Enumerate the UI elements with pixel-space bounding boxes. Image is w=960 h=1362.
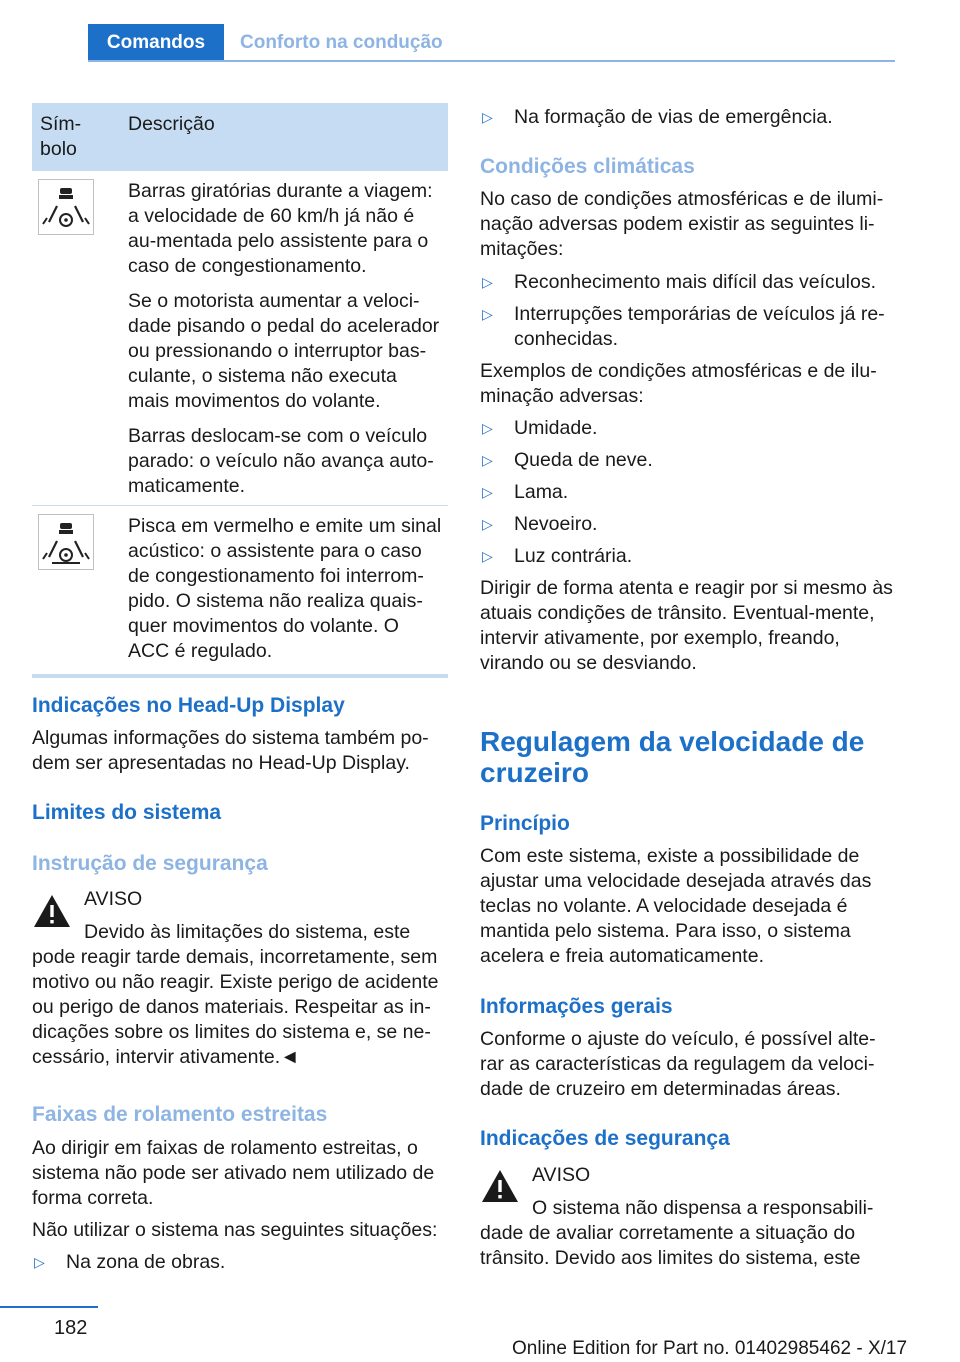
row2-text: Pisca em vermelho e emite um sinal acústico: o assistente para o caso de congestionamento foi interrom-pido. O sistema não realiza quais-quer movimentos do volante. O ACC é regulado. [120,506,448,677]
table-header-symbol: Sím- bolo [32,103,120,171]
bullet-triangle-icon: ▷ [482,452,493,468]
drive-paragraph: Dirigir de forma atenta e reagir por si mesmo às atuais condições de trânsito. Eventual-mente, intervir ativamente, por exemplo, freando, virando ou se desviando. [480,577,893,674]
narrow-lanes-paragraph-2: Não utilizar o sistema nas seguintes situações: [32,1219,438,1241]
table-header-row [32,103,448,171]
warning-label: AVISO [84,888,143,910]
row1-text-3: Barras deslocam-se com o veículo parado: o veículo não avança auto-maticamente. [128,425,434,497]
general-info-heading: Informações gerais [480,995,673,1018]
table-header-description: Descrição [120,103,448,171]
warning-text-first-line: Devido às limitações do sistema, este [84,921,411,943]
narrow-lanes-heading: Faixas de rolamento estreitas [32,1103,328,1126]
warning-text: dade de avaliar corretamente a situação do trânsito. Devido aos limites do sistema, este [480,1222,861,1269]
footer-divider [0,1306,98,1308]
tab-conforto[interactable]: Conforto na condução [240,31,443,53]
list-item: ▷ Luz contrária. [482,545,633,567]
warning-label: AVISO [532,1164,591,1186]
warning-text: pode reagir tarde demais, incorretamente, sem motivo ou não reagir. Existe perigo de acidente ou perigo de danos materiais. Respeitar as in-dicações sobre os limites do sistema e, se ne-cessário, intervir ativamente.◄ [32,946,439,1068]
cruise-control-title: Regulagem da velocidade de cruzeiro [480,726,865,788]
warning-icon [480,1168,520,1204]
bullet-triangle-icon: ▷ [482,548,493,564]
table-row [32,171,448,506]
principle-heading: Princípio [480,812,570,835]
edition-note: Online Edition for Part no. 01402985462 - X/17 [512,1338,908,1359]
climate-paragraph: No caso de condições atmosféricas e de ilumi-nação adversas podem existir as seguintes li-mitações: [480,188,884,260]
list-item: ▷ Reconhecimento mais difícil das veículos. [482,271,876,293]
hud-heading: Indicações no Head-Up Display [32,694,345,717]
narrow-lanes-paragraph: Ao dirigir em faixas de rolamento estreitas, o sistema não pode ser ativado nem utilizado de forma correta. [32,1137,435,1209]
symbol-table [32,103,448,678]
bullet-triangle-icon: ▷ [482,306,493,322]
list-item: ▷ Na formação de vias de emergência. [482,106,833,128]
bullet-triangle-icon: ▷ [482,420,493,436]
page-header [0,0,895,62]
list-item: ▷ Queda de neve. [482,449,653,471]
warning-icon [32,893,72,929]
tab-comandos[interactable]: Comandos [88,24,224,61]
general-info-paragraph: Conforme o ajuste do veículo, é possível alte-rar as características da regulagem da veloci-dade de cruzeiro em determinadas áreas. [480,1028,876,1100]
list-item: ▷ Nevoeiro. [482,513,598,535]
lane-assist-warning-icon [38,514,94,570]
climate-heading: Condições climáticas [480,155,695,178]
row1-text-1: Barras giratórias durante a viagem: a velocidade de 60 km/h já não é au-mentada pelo assistente para o caso de congestionamento. [128,180,433,277]
bullet-triangle-icon: ▷ [34,1254,45,1270]
examples-paragraph: Exemplos de condições atmosféricas e de ilu-minação adversas: [480,360,877,407]
safety-notes-heading: Indicações de segurança [480,1127,730,1150]
list-item: ▷ Umidade. [482,417,598,439]
list-item: ▷ Lama. [482,481,569,503]
table-row [32,506,448,677]
page-number: 182 [54,1317,88,1339]
row1-text-2: Se o motorista aumentar a veloci-dade pisando o pedal do acelerador ou pressionando o interruptor bas-culante, o sistema não executa mais movimentos do volante. [128,290,440,412]
list-item: ▷ Interrupções temporárias de veículos já re-conhecidas. [482,303,885,350]
bullet-triangle-icon: ▷ [482,109,493,125]
bullet-triangle-icon: ▷ [482,516,493,532]
bullet-triangle-icon: ▷ [482,274,493,290]
header-divider [88,60,895,62]
bullet-triangle-icon: ▷ [482,484,493,500]
limits-heading: Limites do sistema [32,801,222,824]
safety-heading: Instrução de segurança [32,852,268,875]
list-item: ▷ Na zona de obras. [34,1251,226,1273]
lane-assist-bars-icon [38,179,94,235]
warning-text-first-line: O sistema não dispensa a responsabili- [532,1197,874,1219]
principle-paragraph: Com este sistema, existe a possibilidade de ajustar uma velocidade desejada através das teclas no volante. A velocidade desejada é mantida pelo sistema. Para isso, o sistema acelera e freia automaticamente. [480,845,872,967]
hud-paragraph: Algumas informações do sistema também po-dem ser apresentadas no Head-Up Display. [32,727,429,774]
